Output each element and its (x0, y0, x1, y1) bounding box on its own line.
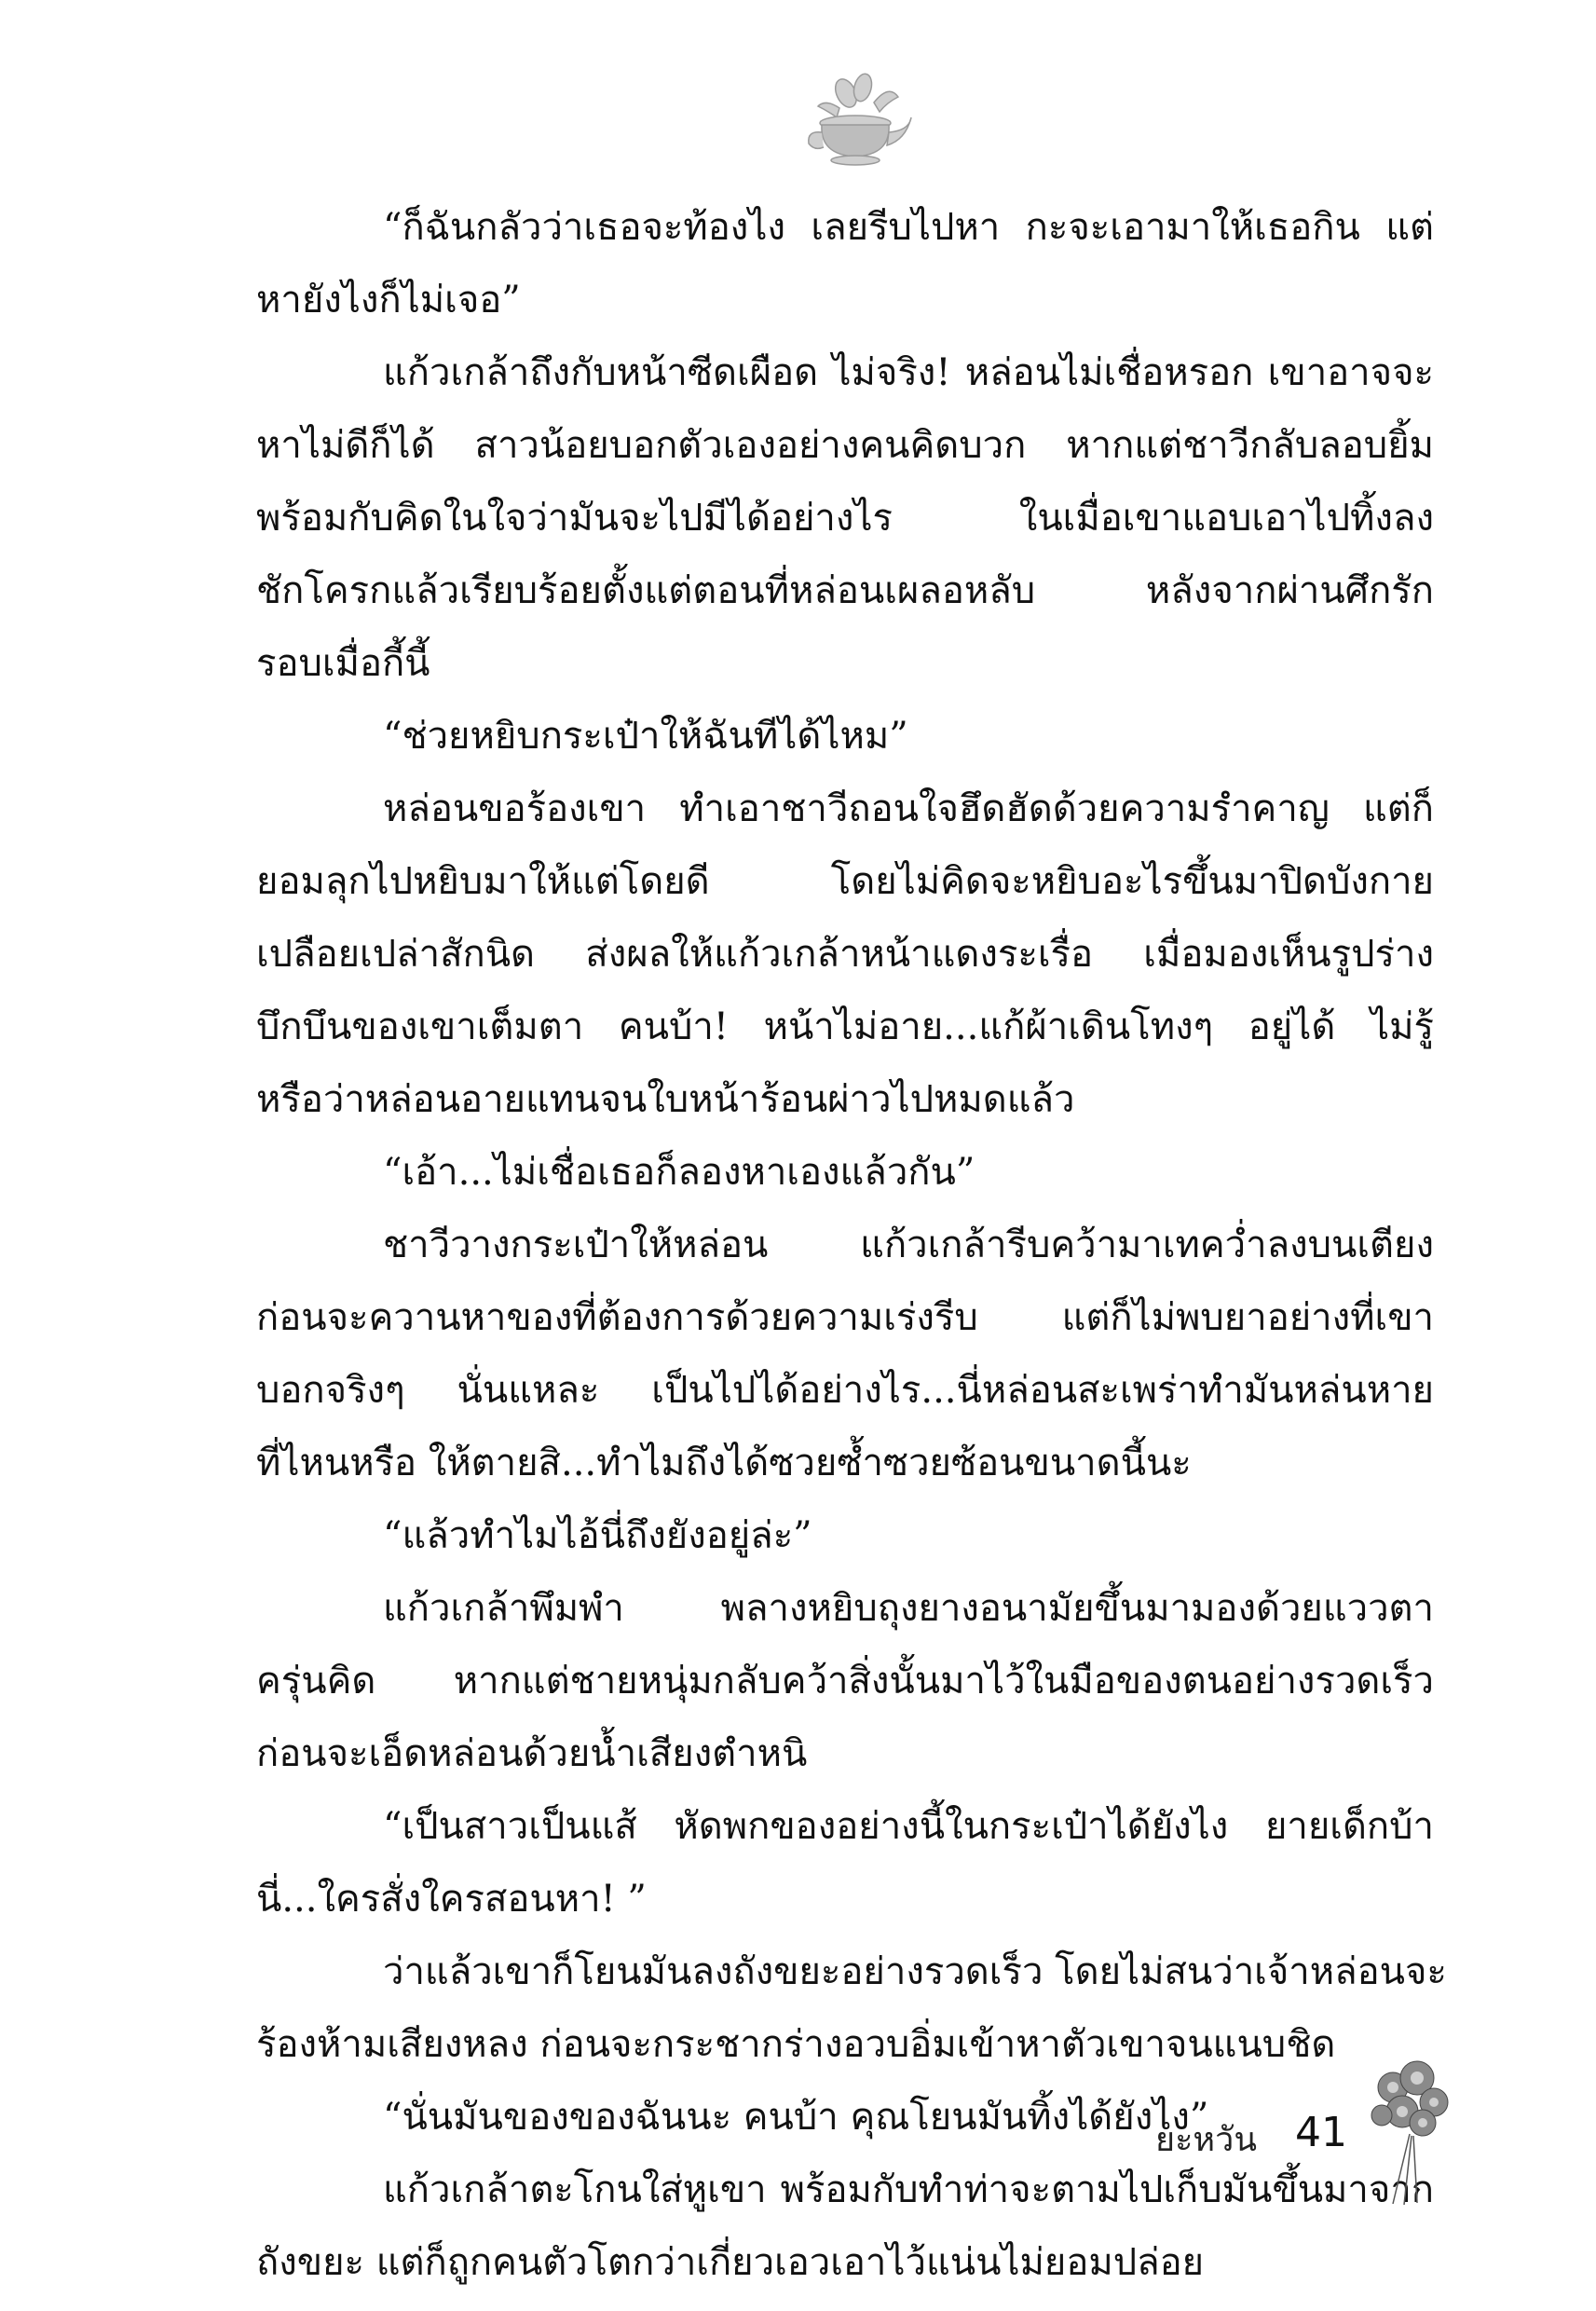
text-line: หาไม่ดีก็ได้ สาวน้อยบอกตัวเองอย่างคนคิดบวก หากแต่ชาวีกลับลอบยิ้ม (256, 424, 1434, 467)
text-line: ก่อนจะเอ็ดหล่อนด้วยน้ำเสียงตำหนิ (256, 1732, 808, 1775)
text-line: ร้องห้ามเสียงหลง ก่อนจะกระชากร่างอวบอิ่มเข้าหาตัวเขาจนแนบชิด (256, 2023, 1336, 2066)
text-line: “ช่วยหยิบกระเป๋าให้ฉันทีได้ไหม” (383, 715, 908, 758)
text-line: ครุ่นคิด หากแต่ชายหนุ่มกลับคว้าสิ่งนั้นมาไว้ในมือของตนอย่างรวดเร็ว (256, 1660, 1434, 1702)
text-line: แก้วเกล้าตะโกนใส่หูเขา พร้อมกับทำท่าจะตามไปเก็บมันขึ้นมาจาก (383, 2168, 1434, 2211)
text-line: บึกบึนของเขาเต็มตา คนบ้า! หน้าไม่อาย...แก้ผ้าเดินโทงๆ อยู่ได้ ไม่รู้ (256, 1005, 1434, 1048)
text-line: “เอ้า...ไม่เชื่อเธอก็ลองหาเองแล้วกัน” (383, 1151, 975, 1194)
page-number: 41 (1295, 2109, 1347, 2156)
text-line: บอกจริงๆ นั่นแหละ เป็นไปได้อย่างไร...นี่หล่อนสะเพร่าทำมันหล่นหาย (256, 1369, 1434, 1412)
text-line: หรือว่าหล่อนอายแทนจนใบหน้าร้อนผ่าวไปหมดแล้ว (256, 1078, 1075, 1121)
text-line: แก้วเกล้าพึมพำ พลางหยิบถุงยางอนามัยขึ้นมามองด้วยแววตา (383, 1587, 1434, 1630)
text-line: ถังขยะ แต่ก็ถูกคนตัวโตกว่าเกี่ยวเอวเอาไว้แน่นไม่ยอมปล่อย (256, 2241, 1205, 2284)
text-line: “แล้วทำไมไอ้นี่ถึงยังอยู่ล่ะ” (383, 1514, 812, 1557)
text-line: รอบเมื่อกี้นี้ (256, 642, 430, 685)
text-line: ยอมลุกไปหยิบมาให้แต่โดยดี โดยไม่คิดจะหยิบอะไรขึ้นมาปิดบังกาย (256, 860, 1434, 903)
text-line: นี่...ใครสั่งใครสอนหา! ” (256, 1878, 647, 1921)
text-line: “เป็นสาวเป็นแส้ หัดพกของอย่างนี้ในกระเป๋าได้ยังไง ยายเด็กบ้า (383, 1805, 1434, 1848)
text-line: ชักโครกแล้วเรียบร้อยตั้งแต่ตอนที่หล่อนเผลอหลับ หลังจากผ่านศึกรัก (256, 569, 1434, 612)
body-text (256, 191, 1447, 2299)
text-line: ว่าแล้วเขาก็โยนมันลงถังขยะอย่างรวดเร็ว โดยไม่สนว่าเจ้าหล่อนจะ (383, 1950, 1447, 1993)
teapot-with-flowers-icon (788, 65, 919, 177)
text-line: หายังไงก็ไม่เจอ” (256, 279, 521, 321)
text-line: “ก็ฉันกลัวว่าเธอจะท้องไง เลยรีบไปหา กะจะเอามาให้เธอกิน แต่ (383, 206, 1434, 249)
text-line: เปลือยเปล่าสักนิด ส่งผลให้แก้วเกล้าหน้าแดงระเรื่อ เมื่อมองเห็นรูปร่าง (256, 933, 1434, 976)
text-line: พร้อมกับคิดในใจว่ามันจะไปมีได้อย่างไร ในเมื่อเขาแอบเอาไปทิ้งลง (256, 497, 1434, 540)
text-line: ชาวีวางกระเป๋าให้หล่อน แก้วเกล้ารีบคว้ามาเทคว่ำลงบนเตียง (383, 1224, 1434, 1266)
text-line: หล่อนขอร้องเขา ทำเอาชาวีถอนใจฮึดฮัดด้วยความรำคาญ แต่ก็ (383, 787, 1434, 830)
text-line: ก่อนจะควานหาของที่ต้องการด้วยความเร่งรีบ แต่ก็ไม่พบยาอย่างที่เขา (256, 1296, 1434, 1339)
text-line: ที่ไหนหรือ ให้ตายสิ...ทำไมถึงได้ซวยซ้ำซวยซ้อนขนาดนี้นะ (256, 1442, 1192, 1484)
flower-bouquet-icon (1356, 2050, 1458, 2208)
text-line: แก้วเกล้าถึงกับหน้าซีดเผือด ไม่จริง! หล่อนไม่เชื่อหรอก เขาอาจจะ (383, 351, 1434, 394)
text-line: “นั่นมันของของฉันนะ คนบ้า คุณโยนมันทิ้งได้ยังไง” (383, 2096, 1209, 2139)
running-title: ยะหวัน (1155, 2121, 1257, 2159)
